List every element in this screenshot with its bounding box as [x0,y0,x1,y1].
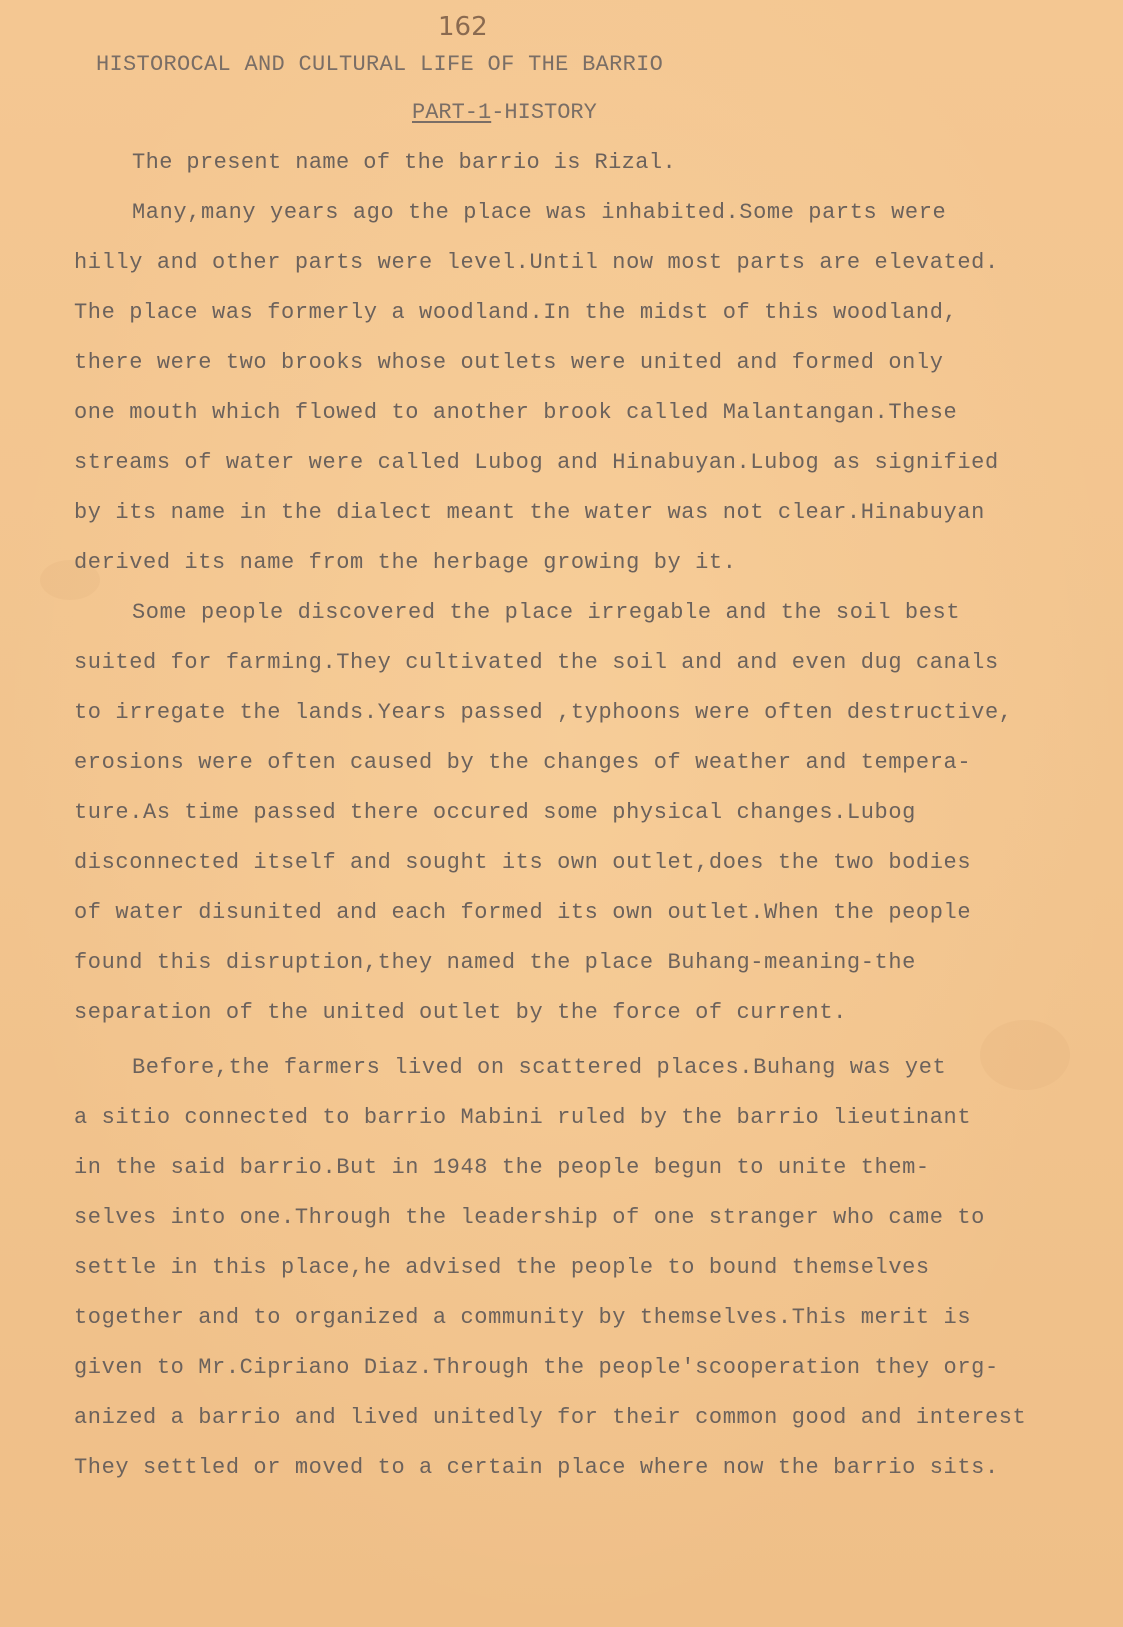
document-title: HISTOROCAL AND CULTURAL LIFE OF THE BARRIO [96,52,664,77]
text-line: streams of water were called Lubog and Hinabuyan.Lubog as signified [74,450,999,475]
section-separator: - [491,100,505,125]
page-number: 162 [438,12,488,42]
text-line: one mouth which flowed to another brook called Malantangan.These [74,400,958,425]
text-line: erosions were often caused by the changes of weather and tempera- [74,750,972,775]
text-line: selves into one.Through the leadership of one stranger who came to [74,1205,985,1230]
text-line: The present name of the barrio is Rizal. [132,150,677,175]
text-line: hilly and other parts were level.Until now most parts are elevated. [74,250,999,275]
text-line: suited for farming.They cultivated the soil and and even dug canals [74,650,999,675]
text-line: Before,the farmers lived on scattered places.Buhang was yet [132,1055,947,1080]
text-line: of water disunited and each formed its own outlet.When the people [74,900,972,925]
section-heading [412,100,597,125]
text-line: The place was formerly a woodland.In the midst of this woodland, [74,300,958,325]
text-line: Some people discovered the place irregable and the soil best [132,600,961,625]
text-line: derived its name from the herbage growing by it. [74,550,737,575]
text-line: found this disruption,they named the place Buhang-meaning-the [74,950,916,975]
text-line: They settled or moved to a certain place where now the barrio sits. [74,1455,999,1480]
section-part-label: PART-1 [412,100,492,125]
text-line: settle in this place,he advised the people to bound themselves [74,1255,930,1280]
paper-stain [980,1020,1070,1090]
text-line: together and to organized a community by themselves.This merit is [74,1305,972,1330]
text-line: given to Mr.Cipriano Diaz.Through the people'scooperation they org- [74,1355,999,1380]
section-heading-text: HISTORY [504,100,597,125]
text-line: anized a barrio and lived unitedly for their common good and interest [74,1405,1027,1430]
text-line: by its name in the dialect meant the water was not clear.Hinabuyan [74,500,985,525]
text-line: to irregate the lands.Years passed ,typhoons were often destructive, [74,700,1013,725]
text-line: separation of the united outlet by the force of current. [74,1000,847,1025]
text-line: ture.As time passed there occured some physical changes.Lubog [74,800,916,825]
text-line: a sitio connected to barrio Mabini ruled by the barrio lieutinant [74,1105,972,1130]
text-line: in the said barrio.But in 1948 the people begun to unite them- [74,1155,930,1180]
text-line: Many,many years ago the place was inhabited.Some parts were [132,200,947,225]
text-line: disconnected itself and sought its own outlet,does the two bodies [74,850,972,875]
text-line: there were two brooks whose outlets were united and formed only [74,350,944,375]
